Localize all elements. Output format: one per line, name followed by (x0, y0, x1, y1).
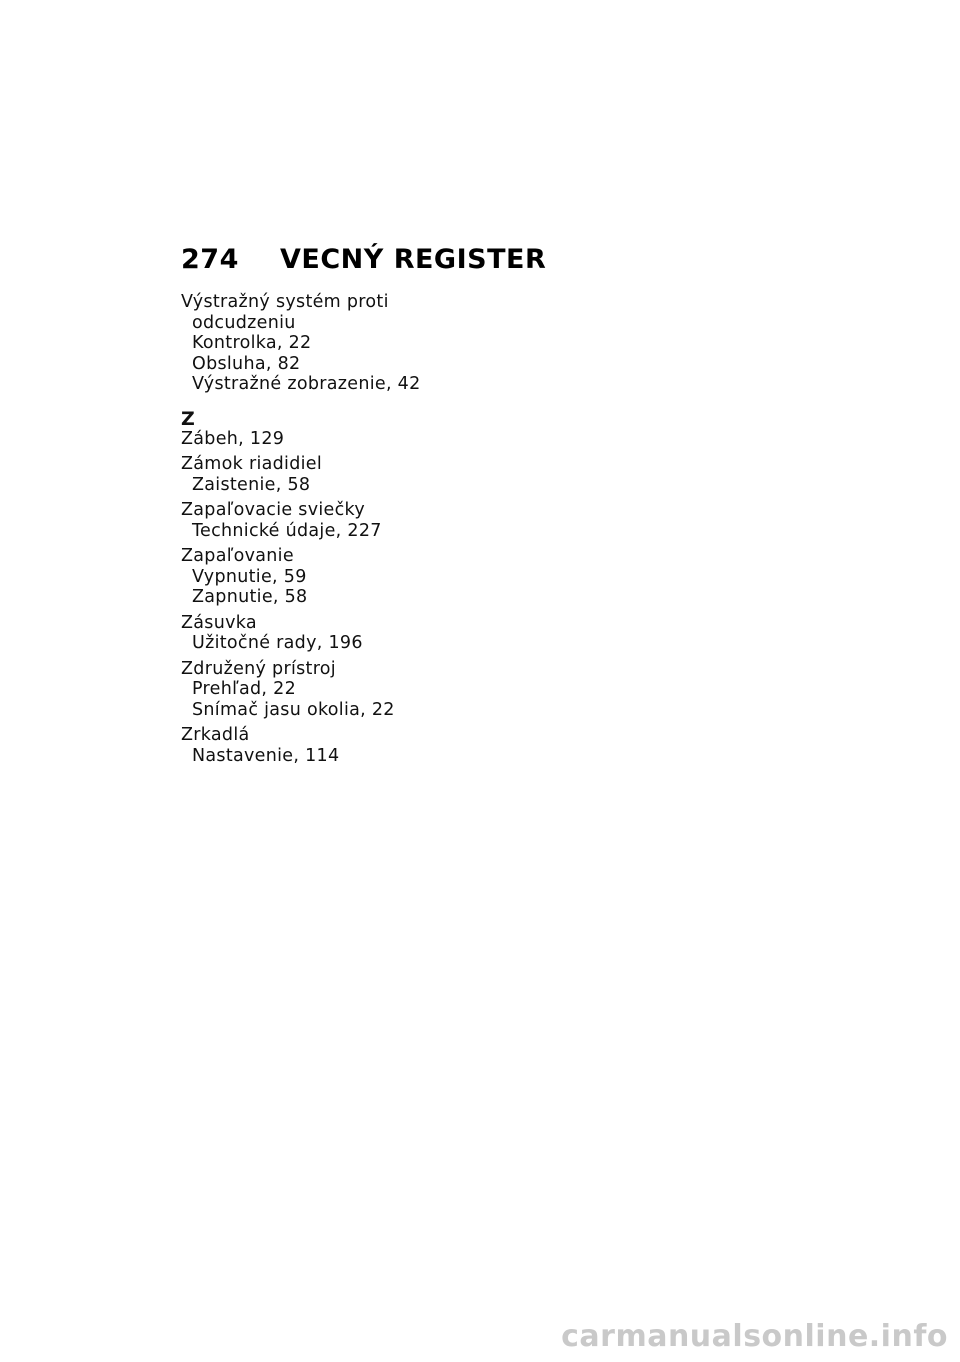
index-subentry: Vypnutie, 59 (192, 566, 307, 587)
index-entry-head: Výstražný systém proti (181, 292, 389, 312)
index-section-letter: Z (181, 407, 196, 430)
index-entry (181, 659, 641, 721)
index-entry-head: Zábeh, 129 (181, 428, 285, 449)
index-entry-head: Zapaľovanie (181, 546, 294, 566)
index-subentry: Užitočné rady, 196 (192, 633, 363, 653)
index-entry-head: Zrkadlá (181, 725, 250, 745)
index-subentry: Prehľad, 22 (192, 679, 297, 699)
index-entry-head: Zásuvka (181, 612, 257, 633)
index-entry (181, 429, 641, 450)
index-subentry: Obsluha, 82 (192, 353, 301, 374)
index-entry-head: Zámok riadidiel (181, 454, 323, 474)
index-subentry: Nastavenie, 114 (192, 745, 340, 766)
index-subentry: Kontrolka, 22 (192, 333, 312, 353)
index-entry (181, 613, 641, 654)
index-subentry: Zaistenie, 58 (192, 474, 311, 495)
index-subentry: Zapnutie, 58 (192, 587, 308, 607)
index-entry (181, 292, 641, 395)
index-entry (181, 454, 641, 495)
index-subentry: Technické údaje, 227 (192, 520, 382, 541)
index-entry (181, 546, 641, 608)
page-number: 274 (181, 244, 239, 275)
watermark: carmanualsonline.info (561, 1319, 948, 1354)
index-entry (181, 500, 641, 541)
index-entry-head-continued: odcudzeniu (192, 312, 296, 333)
index-list (181, 292, 641, 766)
index-subentry: Snímač jasu okolia, 22 (192, 699, 395, 720)
index-entry-head: Združený prístroj (181, 658, 336, 679)
page-header (181, 244, 546, 275)
index-entry-head: Zapaľovacie sviečky (181, 500, 365, 520)
index-entry (181, 725, 641, 766)
index-subentry: Výstražné zobrazenie, 42 (192, 374, 421, 394)
page-title: VECNÝ REGISTER (280, 244, 547, 275)
